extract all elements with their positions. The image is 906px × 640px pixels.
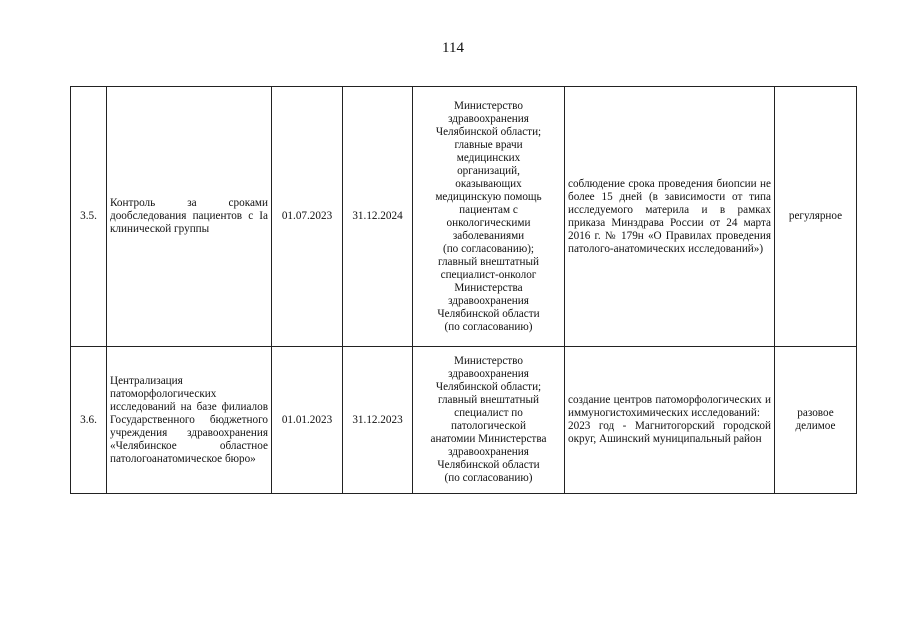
row-number: 3.6. [71, 347, 107, 494]
responsible-cell [413, 87, 565, 347]
start-date: 01.01.2023 [272, 347, 343, 494]
result-cell [565, 87, 775, 347]
result-text: создание центров патоморфологических и иммуногистохимических исследований: 2023 год - Магнитогорский городской округ, Ашинский муниципальный район [568, 394, 771, 445]
measures-table [70, 86, 857, 494]
responsible-text: Министерство здравоохранения Челябинской области; главный внештатный специалист по патологической анатомии Министерства здравоохранения Челябинской области (по согласованию) [430, 355, 547, 484]
page-number: 114 [442, 40, 464, 56]
start-date: 01.07.2023 [272, 87, 343, 347]
measure-cell [107, 347, 272, 494]
periodicity-cell [775, 347, 857, 494]
measure-text: Централизация патоморфологических исследований на базе филиалов Государственного бюджетного учреждения здравоохранения «Челябинское областное патологоанатомическое бюро» [110, 374, 268, 465]
measure-cell [107, 87, 272, 347]
result-text: соблюдение срока проведения биопсии не более 15 дней (в зависимости от типа исследуемого материла и в рамках приказа Минздрава России от 24 марта 2016 г. № 179н «О Правилах проведения патолого-анатомических исследований») [568, 177, 771, 255]
periodicity-text: разовое делимое [795, 407, 836, 432]
periodicity-cell [775, 87, 857, 347]
result-cell [565, 347, 775, 494]
measure-text: Контроль за сроками дообследования пациентов с Ia клинической группы [110, 197, 268, 235]
table-row [71, 347, 857, 494]
periodicity-text: регулярное [788, 210, 843, 222]
responsible-cell [413, 347, 565, 494]
row-number: 3.5. [71, 87, 107, 347]
responsible-text: Министерство здравоохранения Челябинской области; главные врачи медицинских организаций, оказывающих медицинскую помощь пациентам с онкологическими заболеваниями (по согласованию); главный внештатный специалист-онколог Министерства здравоохранения Челябинской области (по согласованию) [435, 99, 542, 333]
table-row [71, 87, 857, 347]
end-date: 31.12.2023 [343, 347, 413, 494]
end-date: 31.12.2024 [343, 87, 413, 347]
